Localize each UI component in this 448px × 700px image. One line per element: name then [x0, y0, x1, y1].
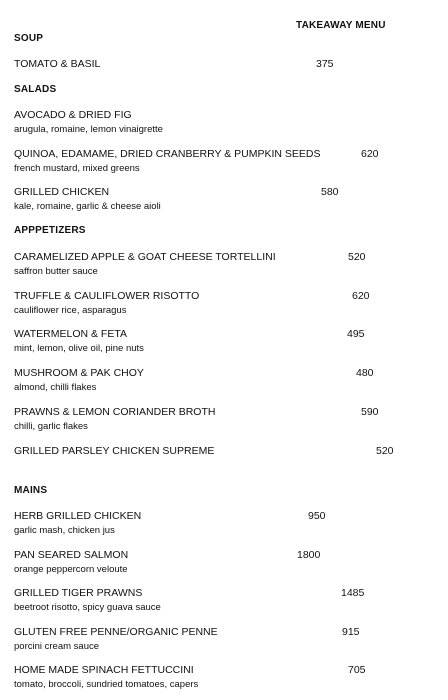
item-price: 590: [361, 406, 379, 418]
item-name: MUSHROOM & PAK CHOY: [14, 367, 144, 379]
section-heading-salads: SALADS: [14, 84, 57, 95]
item-name: WATERMELON & FETA: [14, 328, 127, 340]
item-description: mint, lemon, olive oil, pine nuts: [14, 343, 144, 354]
section-heading-mains: MAINS: [14, 485, 48, 496]
item-description: arugula, romaine, lemon vinaigrette: [14, 124, 163, 135]
item-description: chilli, garlic flakes: [14, 421, 88, 432]
menu-item: [14, 367, 144, 394]
item-name: CARAMELIZED APPLE & GOAT CHEESE TORTELLINI: [14, 251, 276, 263]
item-name: TRUFFLE & CAULIFLOWER RISOTTO: [14, 290, 200, 302]
item-name: GRILLED TIGER PRAWNS: [14, 587, 143, 599]
item-name: PAN SEARED SALMON: [14, 549, 129, 561]
item-price: 495: [347, 328, 365, 340]
menu-item: [14, 406, 215, 433]
item-price: 915: [342, 626, 360, 638]
item-description: saffron butter sauce: [14, 266, 98, 277]
item-name: TOMATO & BASIL: [14, 58, 101, 70]
item-name: GRILLED PARSLEY CHICKEN SUPREME: [14, 445, 215, 457]
item-price: 620: [352, 290, 370, 302]
menu-item: [14, 251, 276, 278]
menu-item: [14, 664, 198, 691]
item-description: almond, chilli flakes: [14, 382, 97, 393]
item-description: orange peppercorn veloute: [14, 564, 128, 575]
item-price: 1485: [341, 587, 365, 599]
item-price: 705: [348, 664, 366, 676]
menu-item: [14, 148, 321, 175]
item-price: 520: [348, 251, 366, 263]
item-price: 520: [376, 445, 394, 457]
menu-title: TAKEAWAY MENU: [296, 20, 386, 31]
item-name: QUINOA, EDAMAME, DRIED CRANBERRY & PUMPKIN SEEDS: [14, 148, 321, 160]
item-name: HOME MADE SPINACH FETTUCCINI: [14, 664, 194, 676]
item-name: HERB GRILLED CHICKEN: [14, 510, 142, 522]
menu-item: [14, 626, 218, 653]
menu-item: [14, 445, 214, 458]
item-description: garlic mash, chicken jus: [14, 525, 115, 536]
item-name: GRILLED CHICKEN: [14, 186, 110, 198]
menu-item: [14, 328, 144, 355]
item-price: 480: [356, 367, 374, 379]
menu-item: [14, 58, 100, 71]
menu-item: [14, 186, 161, 213]
menu-item: [14, 587, 161, 614]
item-description: porcini cream sauce: [14, 641, 100, 652]
item-name: AVOCADO & DRIED FIG: [14, 109, 132, 121]
menu-item: [14, 510, 141, 537]
item-description: beetroot risotto, spicy guava sauce: [14, 602, 161, 613]
section-heading-appetizers: APPPETIZERS: [14, 225, 86, 236]
section-heading-soup: SOUP: [14, 33, 44, 44]
item-name: GLUTEN FREE PENNE/ORGANIC PENNE: [14, 626, 218, 638]
item-description: tomato, broccoli, sundried tomatoes, capers: [14, 679, 199, 690]
item-price: 375: [316, 58, 334, 70]
item-price: 1800: [297, 549, 321, 561]
item-price: 620: [361, 148, 379, 160]
item-description: cauliflower rice, asparagus: [14, 305, 127, 316]
item-description: kale, romaine, garlic & cheese aioli: [14, 201, 161, 212]
menu-item: [14, 549, 128, 576]
menu-item: [14, 290, 199, 317]
item-price: 950: [308, 510, 326, 522]
item-description: french mustard, mixed greens: [14, 163, 140, 174]
item-price: 580: [321, 186, 339, 198]
item-name: PRAWNS & LEMON CORIANDER BROTH: [14, 406, 216, 418]
menu-item: [14, 109, 163, 136]
